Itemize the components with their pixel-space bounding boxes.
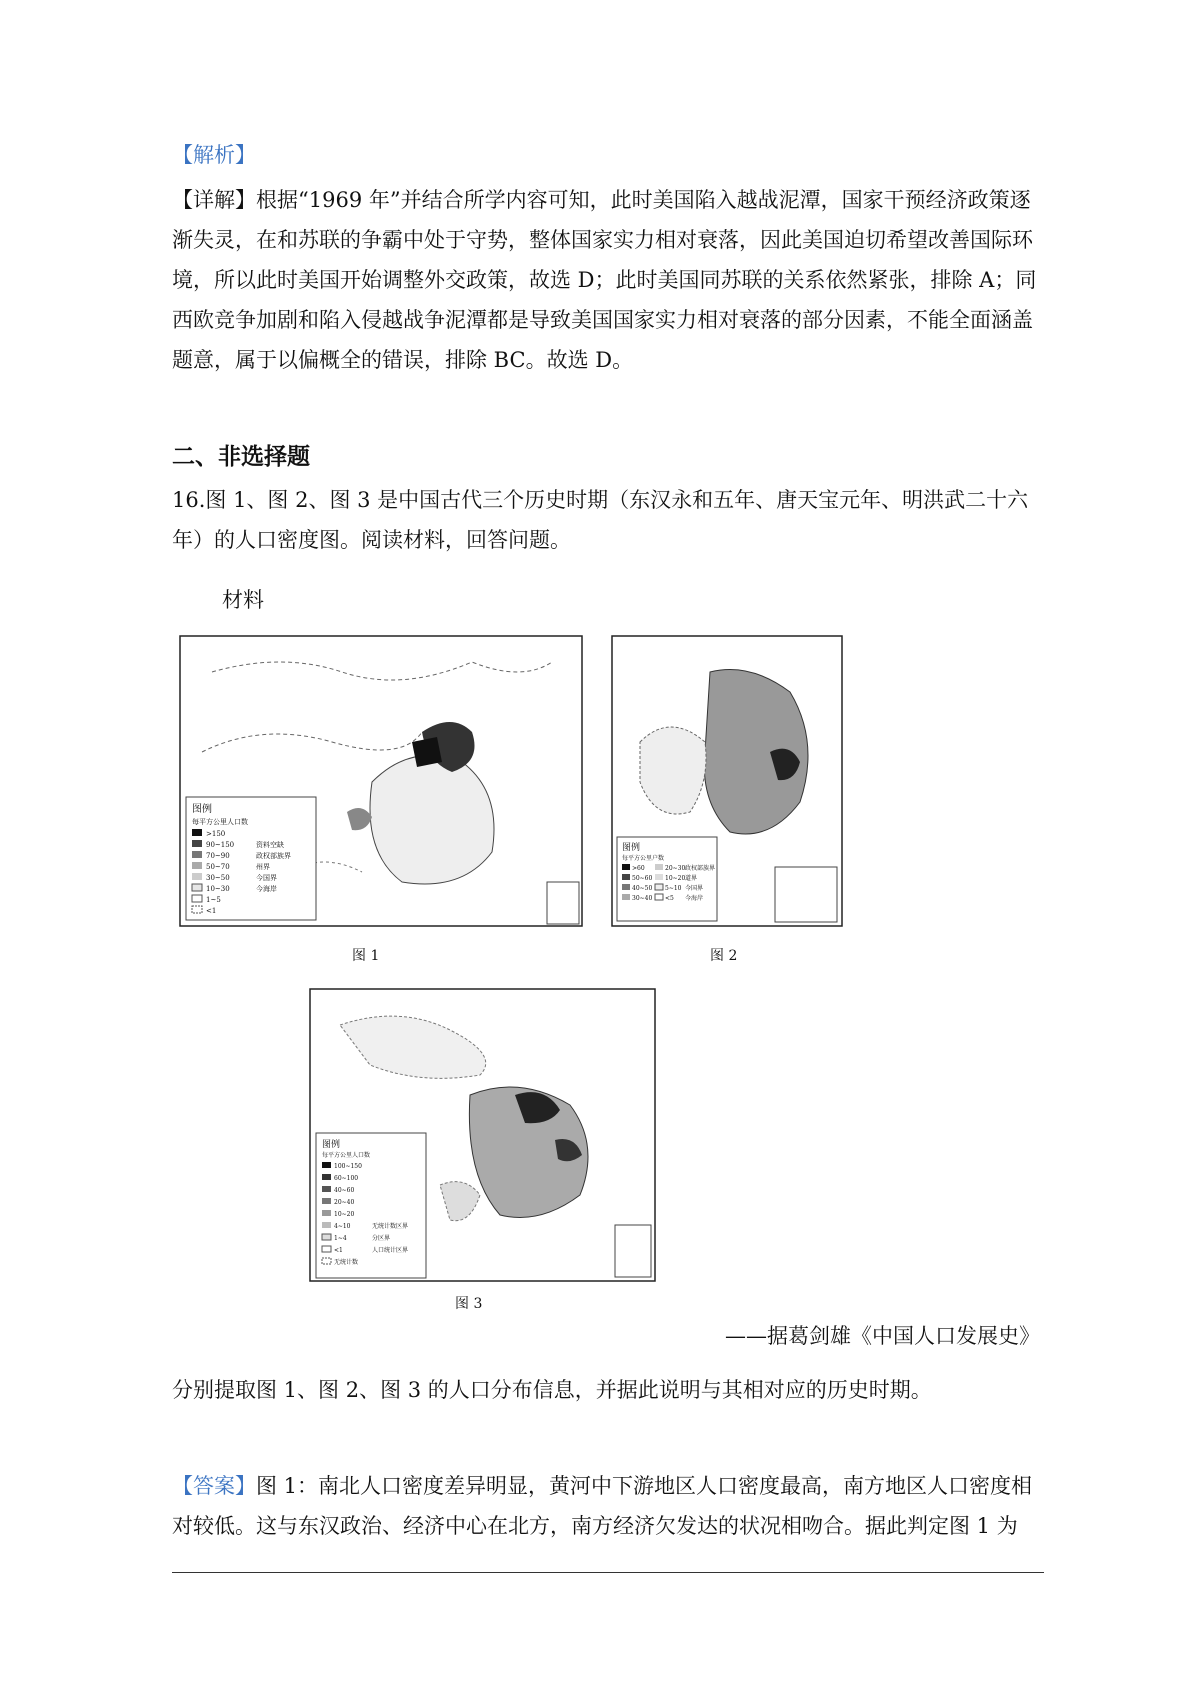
answer-tag: 【答案】 bbox=[172, 1474, 256, 1498]
figure-1-legend-item: <1 bbox=[206, 907, 217, 915]
analysis-heading bbox=[172, 135, 1042, 175]
figure-3-legend-item: 60~100 bbox=[334, 1175, 359, 1182]
figure-3-legend-title: 图例 bbox=[322, 1140, 341, 1150]
figure-3-legend-item: 20~40 bbox=[334, 1199, 355, 1206]
figure-3-legend-item: 4~10 bbox=[334, 1223, 351, 1230]
figure-3-legend-item: 40~60 bbox=[334, 1187, 355, 1194]
figure-2-legend-item: 10~20 bbox=[665, 875, 686, 882]
figure-2-legend-line: 政权部族界 bbox=[685, 865, 716, 872]
figure-3-legend-item: 100~150 bbox=[334, 1163, 362, 1170]
figure-3-legend-line: 无统计数区界 bbox=[372, 1223, 409, 1230]
figure-1-legend-item: 70~90 bbox=[206, 852, 230, 860]
figure-1-legend-item: >150 bbox=[206, 830, 226, 838]
figure-3-legend-subtitle: 每平方公里人口数 bbox=[322, 1152, 371, 1159]
footer-rule bbox=[172, 1572, 1044, 1573]
figure-2-legend-line: 今海岸 bbox=[685, 895, 704, 902]
figure-2-legend-line: 今国界 bbox=[685, 885, 704, 892]
figure-1-legend-item: 1~5 bbox=[206, 896, 221, 904]
figure-1-legend-line: 今海岸 bbox=[256, 885, 277, 893]
question-text: 16.图 1、图 2、图 3 是中国古代三个历史时期（东汉永和五年、唐天宝元年、明洪武二十六年）的人口密度图。阅读材料，回答问题。 bbox=[172, 488, 1029, 552]
figure-2-legend-item: 40~50 bbox=[632, 885, 653, 892]
figure-2-legend-item: <5 bbox=[665, 895, 674, 902]
figure-3 bbox=[300, 985, 690, 1315]
figure-1-legend-item: 30~50 bbox=[206, 874, 230, 882]
answer-text: 图 1：南北人口密度差异明显，黄河中下游地区人口密度最高，南方地区人口密度相对较低。这与东汉政治、经济中心在北方，南方经济欠发达的状况相吻合。据此判定图 1 为 bbox=[172, 1474, 1033, 1538]
detail-text: 根据“1969 年”并结合所学内容可知，此时美国陷入越战泥潭，国家干预经济政策逐渐失灵，在和苏联的争霸中处于守势，整体国家实力相对衰落，因此美国迫切希望改善国际环境，所以此时美国开始调整外交政策，故选 D；此时美国同苏联的关系依然紧张，排除 A；同西欧竞争加剧和陷入侵越战争泥潭都是导致美国国家实力相对衰落的部分因素，不能全面涵盖题意，属于以偏概全的错误，排除 BC。故选 D。 bbox=[172, 188, 1037, 372]
material-source: ——据葛剑雄《中国人口发展史》 bbox=[725, 1324, 1040, 1348]
figure-3-caption: 图 3 bbox=[455, 1296, 483, 1312]
figure-3-map bbox=[300, 985, 690, 1315]
figure-2-caption: 图 2 bbox=[710, 948, 738, 964]
figure-1-legend-subtitle: 每平方公里人口数 bbox=[192, 818, 248, 826]
figure-3-legend-line: 人口统计区界 bbox=[372, 1247, 409, 1254]
figure-3-legend-item: 无统计数 bbox=[334, 1259, 359, 1266]
figure-1-legend-title: 图例 bbox=[192, 804, 212, 815]
figure-1-legend-item: 10~30 bbox=[206, 885, 230, 893]
figure-2-legend-title: 图例 bbox=[622, 843, 641, 853]
figure-2-legend-item: 50~60 bbox=[632, 875, 653, 882]
figure-3-legend-item: <1 bbox=[334, 1247, 343, 1254]
figure-1-legend-line: 资料空缺 bbox=[256, 841, 284, 849]
figure-1-legend-line: 州界 bbox=[256, 863, 270, 871]
figure-2-legend-subtitle: 每平方公里户数 bbox=[622, 855, 665, 862]
figure-2-legend-item: 20~30 bbox=[665, 865, 686, 872]
figure-2-legend-item: 30~40 bbox=[632, 895, 653, 902]
question-prompt: 分别提取图 1、图 2、图 3 的人口分布信息，并据此说明与其相对应的历史时期。 bbox=[172, 1378, 932, 1402]
figure-1 bbox=[172, 632, 592, 966]
figure-1-legend-line: 今国界 bbox=[256, 874, 277, 882]
figure-3-legend-item: 10~20 bbox=[334, 1211, 355, 1218]
detail-tag: 【详解】 bbox=[172, 188, 256, 212]
figure-2-legend-item: >60 bbox=[632, 865, 645, 872]
figure-2-legend-line: 道界 bbox=[685, 875, 698, 882]
figure-2-map bbox=[600, 632, 850, 966]
figure-1-legend-item: 50~70 bbox=[206, 863, 230, 871]
figure-1-legend-item: 90~150 bbox=[206, 841, 235, 849]
figure-1-map bbox=[172, 632, 592, 966]
answer bbox=[172, 1466, 1042, 1546]
figure-1-caption: 图 1 bbox=[352, 948, 380, 964]
analysis-tag: 【解析】 bbox=[172, 143, 256, 167]
section-title: 二、非选择题 bbox=[172, 444, 310, 470]
figure-3-legend-item: 1~4 bbox=[334, 1235, 347, 1242]
figure-1-legend-line: 政权部族界 bbox=[256, 852, 291, 860]
material-label: 材料 bbox=[222, 588, 264, 612]
figure-2-legend-item: 5~10 bbox=[665, 885, 682, 892]
analysis-detail bbox=[172, 180, 1042, 380]
figure-3-legend-line: 分区界 bbox=[372, 1235, 391, 1242]
figure-2 bbox=[600, 632, 850, 966]
